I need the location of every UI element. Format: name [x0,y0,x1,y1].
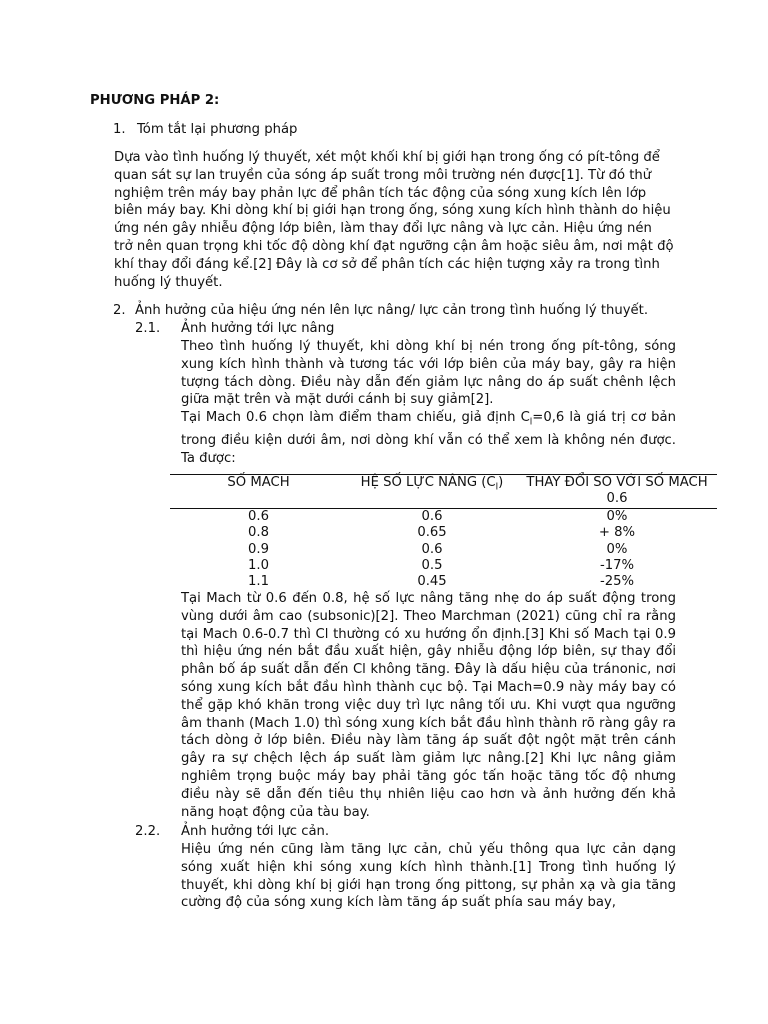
table-header-row [170,475,717,509]
table-cell: 0.6 [421,541,443,557]
subsection-number: 2.1. [135,321,161,336]
table-row [170,508,717,525]
list-item-2 [113,302,648,320]
table-cell: 0% [606,508,628,524]
table-row [170,574,717,590]
subsection-title: Ảnh hưởng tới lực nâng [181,321,335,336]
paragraph-reference-point [181,409,676,468]
column-header-mach: SỐ MACH [227,475,290,490]
table-cell: 0.6 [248,508,269,524]
subsection-number: 2.2. [135,824,161,839]
table-cell: 0.45 [417,574,447,590]
table-cell: 0.6 [421,508,443,524]
list-title: Ảnh hưởng của hiệu ứng nén lên lực nâng/ lực cản trong tình huống lý thuyết. [135,303,649,318]
text-after: =0,6 là giá trị cơ bản trong điều kiện dưới âm, nơi dòng khí vẫn có thể xem là không nén được. Ta được: [181,410,676,467]
table-cell: -17% [599,558,635,574]
section-heading: PHƯƠNG PHÁP 2: [90,93,220,108]
list-number: 2. [113,303,126,318]
paragraph-lift-intro: Theo tình huống lý thuyết, khi dòng khí bị nén trong ống pít-tông, sóng xung kích hình thành và tương tác với lớp biên của máy bay, gây ra hiện tượng tách dòng. Điều này dẫn đến giảm lực nâng do áp suất chênh lệch giữa mặt trên và mặt dưới cánh bị suy giảm[2]. [181,339,676,408]
list-number: 1. [113,122,126,137]
table-row [170,558,717,574]
text-before: Tại Mach 0.6 chọn làm điểm tham chiếu, giả định C [181,410,530,425]
table-row [170,542,717,558]
table-cell: 1.1 [248,574,269,590]
subsection-2-1-heading [135,320,334,338]
table-cell: 0.5 [421,558,443,574]
column-header-change: THAY ĐỔI SO VỚI SỐ MACH 0.6 [526,475,708,507]
table-cell: 0.8 [248,525,269,541]
paragraph-lift-analysis: Tại Mach từ 0.6 đến 0.8, hệ số lực nâng tăng nhẹ do áp suất động trong vùng dưới âm cao (subsonic)[2]. Theo Marchman (2021) cũng chỉ ra rằng tại Mach 0.6-0.7 thì Cl thường có xu hướng ổn định.[3] Khi số Mach tại 0.9 thì hiệu ứng nén bắt đầu xuất hiện, gây nhiễu động lớp biên, sự thay đổi phân bố áp suất dẫn đến Cl không tăng. Đây là dấu hiệu của tránonic, nơi sóng xung kích bắt đầu hình thành cục bộ. Tại Mach=0.9 này máy bay có thể gặp khó khăn trong việc duy trì lực nâng tối ưu. Khi vượt qua ngưỡng âm thanh (Mach 1.0) thì sóng xung kích bắt đầu hình thành rõ ràng gây ra tách dòng ở lớp biên. Điều này làm tăng áp suất đột ngột mặt trên cánh gây ra sự chệch lệch áp suất làm giảm lực nâng.[2] Khi lực nâng giảm nghiêm trọng buộc máy bay phải tăng góc tấn hoặc tăng tốc độ nhưng điều này sẽ dẫn đến tiêu thụ nhiên liệu cao hơn và ảnh hưởng đến khả năng hoạt động của tàu bay. [181,591,676,820]
table-cell: 1.0 [248,558,269,574]
table-cell: 0.9 [248,541,269,557]
list-item-1 [113,121,297,139]
subsection-title: Ảnh hưởng tới lực cản. [181,824,330,839]
table-cell: 0% [606,541,628,557]
subsection-2-2-heading [135,823,329,841]
table-row [170,525,717,541]
list-title: Tóm tắt lại phương pháp [137,122,298,137]
subscript-l: l [529,417,533,428]
paragraph-summary: Dựa vào tình huống lý thuyết, xét một khối khí bị giới hạn trong ống có pít-tông để quan sát sự lan truyền của sóng áp suất trong môi trường nén được[1]. Từ đó thử nghiệm trên máy bay phản lực để phân tích tác động của sóng xung kích lên lớp biên máy bay. Khi dòng khí bị giới hạn trong ống, sóng xung kích hình thành do hiệu ứng nén gây nhiễu động lớp biên, làm thay đổi lực nâng và lực cản. Hiệu ứng nén trở nên quan trọng khi tốc độ dòng khí đạt ngưỡng cận âm hoặc siêu âm, nơi mật độ khí thay đổi đáng kể.[2] Đây là cơ sở để phân tích các hiện tượng xảy ra trong tình huống lý thuyết. [114,150,674,290]
paragraph-drag-intro: Hiệu ứng nén cũng làm tăng lực cản, chủ yếu thông qua lực cản dạng sóng xuất hiện khi sóng xung kích hình thành.[1] Trong tình huống lý thuyết, khi dòng khí bị giới hạn trong ống pittong, sự phản xạ và gia tăng cường độ của sóng xung kích làm tăng áp suất phía sau máy bay, [181,842,676,911]
lift-coefficient-table [170,474,717,591]
table-cell: + 8% [598,525,636,541]
table-cell: -25% [599,574,635,590]
column-header-lift-coefficient: HỆ SỐ LỰC NÂNG $(C_l)$ [360,475,504,493]
table-cell: 0.65 [417,525,447,541]
